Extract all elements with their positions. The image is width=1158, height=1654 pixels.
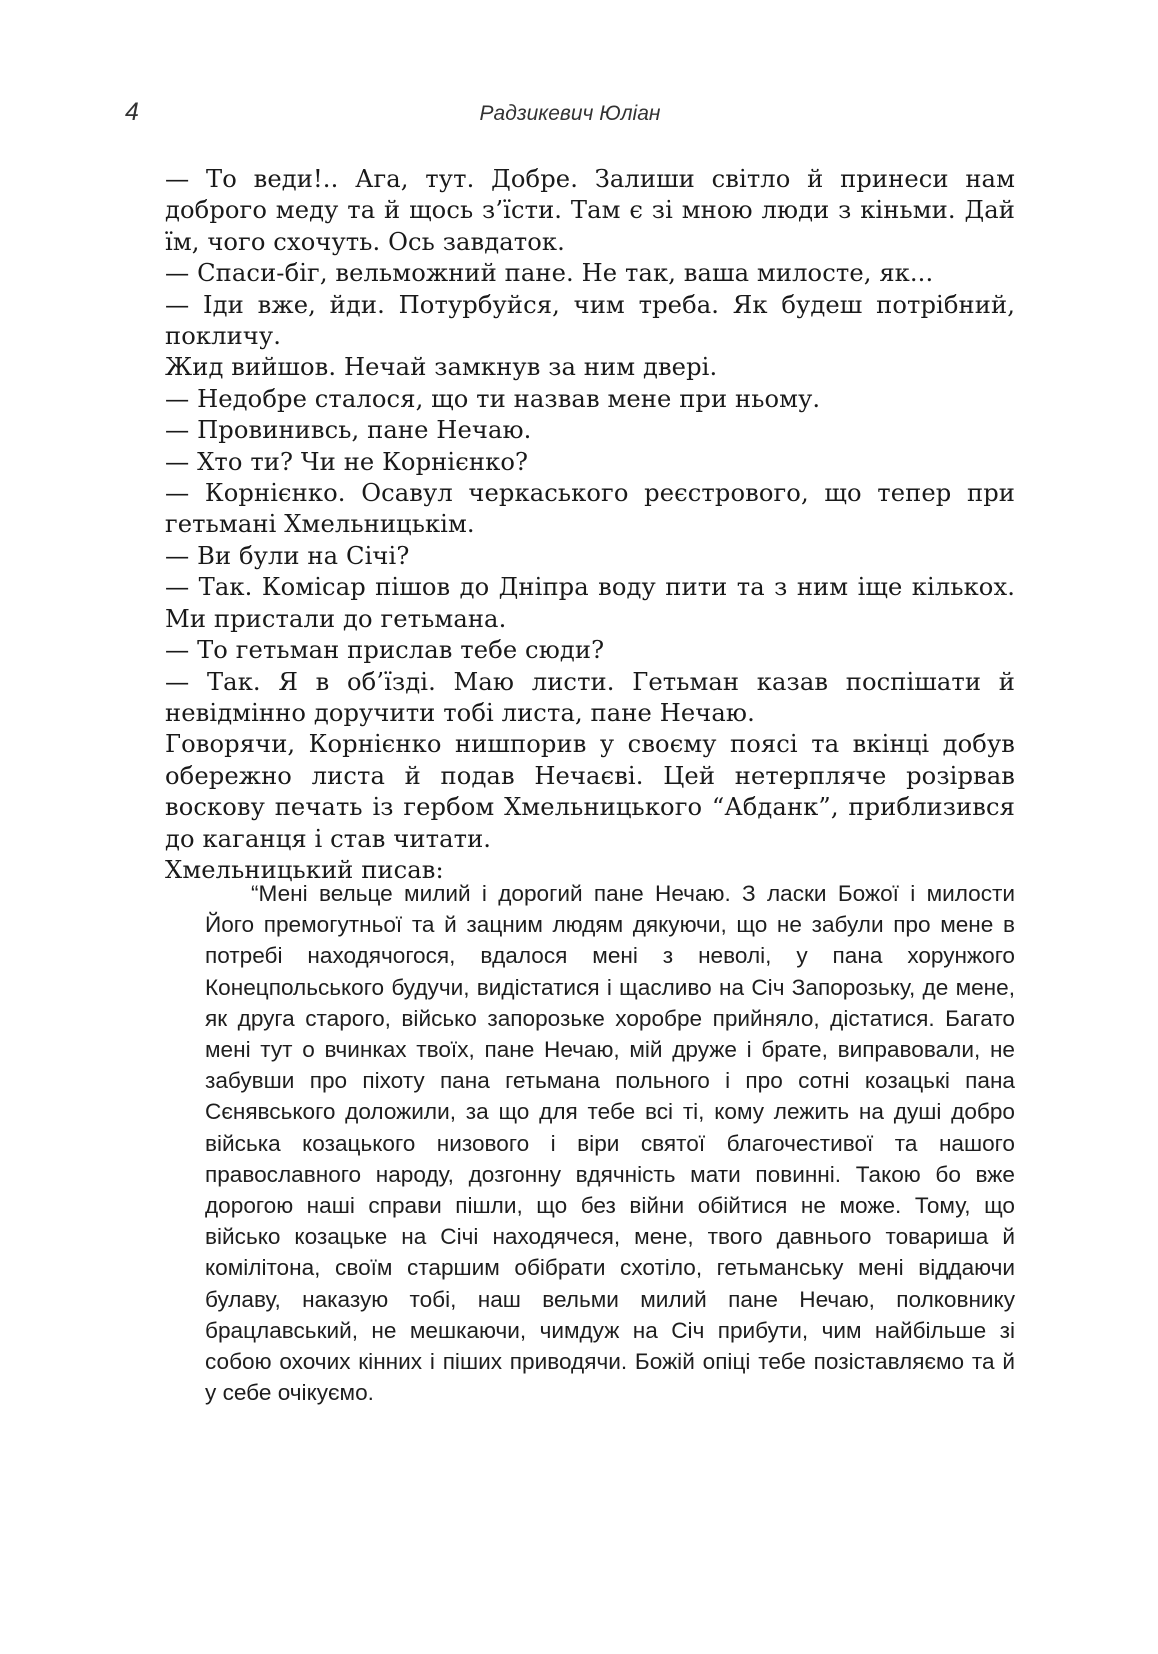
paragraph: — Так. Комісар пішов до Дніпра воду пити та з ним іще кількох. Ми пристали до гетьмана.	[165, 573, 1015, 633]
paragraph: — Хто ти? Чи не Корнієнко?	[165, 447, 529, 476]
paragraph: — Так. Я в об’їзді. Маю листи. Гетьман казав поспішати й невідмінно доручити тобі листа, пане Нечаю.	[165, 667, 1015, 727]
paragraph: — То гетьман прислав тебе сюди?	[165, 636, 605, 665]
paragraph: — Недобре сталося, що ти назвав мене при ньому.	[165, 384, 821, 413]
paragraph: — Спаси-біг, вельможний пане. Не так, ваша милосте, як...	[165, 259, 934, 288]
paragraph: — То веди!.. Ага, тут. Добре. Залиши світло й принеси нам доброго меду та й щось з’їсти. Там є зі мною люди з кіньми. Дай їм, чого схочуть. Ось завдаток.	[165, 165, 1015, 256]
paragraph: — Ви були на Січі?	[165, 541, 410, 570]
paragraph: — Провинивсь, пане Нечаю.	[165, 416, 532, 445]
main-text	[165, 164, 1015, 886]
page-header	[125, 98, 1015, 132]
letter-text: “Мені вельце милий і дорогий пане Нечаю. З ласки Божої і милости Його премогутньої та й зацним людям дякуючи, що не забули про мене в потребі находячогося, вдалося мені з неволі, у пана хорунжого Конецпольського будучи, видістатися і щасливо на Січ Запорозьку, де мене, як друга старого, військо запорозьке хоробре прийняло, дістатися. Багато мені тут о вчинках твоїх, пане Нечаю, мій друже і брате, виправовали, не забувши про піхоту пана гетьмана польного і про сотні козацькі пана Сєнявського доложили, за що для тебе всі ті, кому лежить на душі добро війська козацького низового і віри святої благочестивої та нашого православного народу, дозгонну вдячність мати повинні. Такою бо вже дорогою наші справи пішли, що без війни обійтися не може. Тому, що військо козацьке на Січі находячеся, мене, твого давнього товариша й комілітона, своїм старшим обібрати схотіло, гетьманську мені віддаючи булаву, наказую тобі, наш вельми милий пане Нечаю, полковнику брацлавський, не мешкаючи, чимдуж на Січ прибути, чим найбільше зі собою охочих кінних і піших приводячи. Божій опіці тебе позіставляємо та й у себе очікуємо.	[205, 881, 1015, 1406]
paragraph: — Корнієнко. Осавул черкаського реєстрового, що тепер при гетьмані Хмельницькім.	[165, 479, 1015, 539]
paragraph: Говорячи, Корнієнко нишпорив у своєму поясі та вкінці добув обережно листа й подав Нечаєві. Цей нетерпляче розірвав воскову печать із гербом Хмельницького “Абданк”, приблизився до каганця і став читати.	[165, 730, 1015, 853]
paragraph: — Іди вже, йди. Потурбуйся, чим треба. Як будеш потрібний, покличу.	[165, 290, 1015, 351]
running-title: Радзикевич Юліан	[479, 102, 661, 125]
quoted-letter	[205, 878, 1015, 1408]
page-number: 4	[125, 98, 139, 126]
paragraph: Хмельницький писав:	[165, 855, 444, 884]
paragraph: Жид вийшов. Нечай замкнув за ним двері.	[165, 353, 718, 382]
